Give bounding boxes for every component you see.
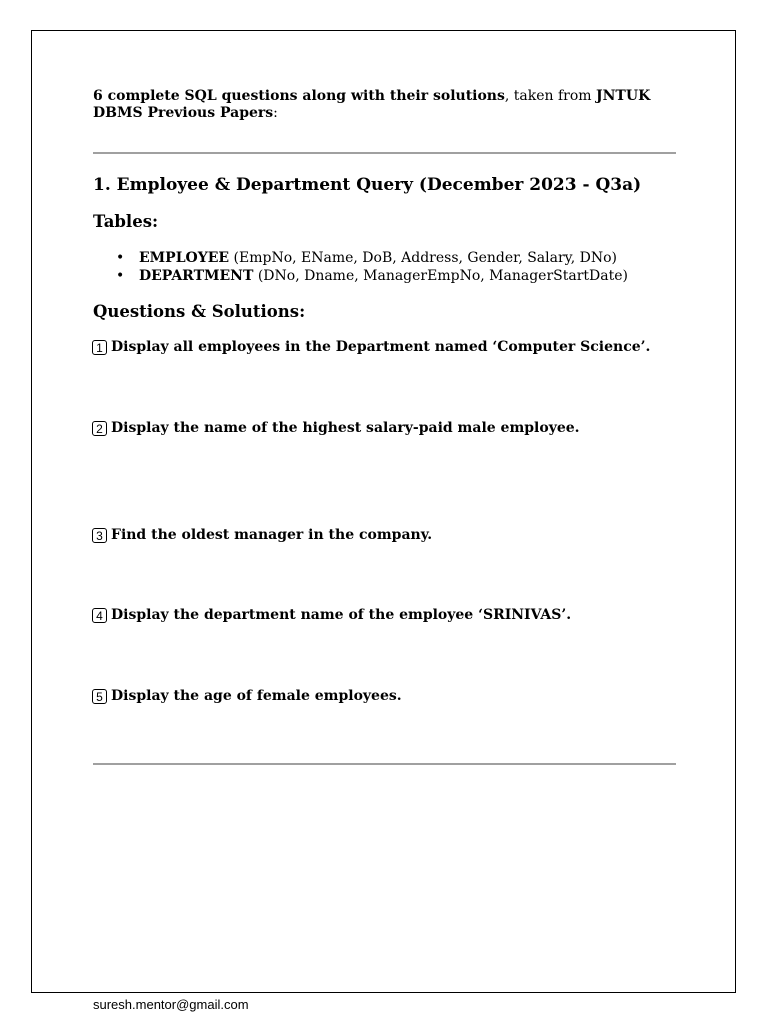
- question-text: Display the department name of the employee ‘SRINIVAS’.: [111, 607, 572, 623]
- intro-text: [93, 88, 683, 122]
- questions-heading: Questions & Solutions:: [93, 302, 306, 321]
- question-number-badge: 3: [92, 528, 107, 543]
- table-columns: (EmpNo, EName, DoB, Address, Gender, Salary, DNo): [229, 250, 617, 266]
- bottom-divider: [93, 763, 676, 765]
- question-number-badge: 1: [92, 340, 107, 355]
- question-1: [92, 339, 650, 355]
- bullet-icon: •: [116, 250, 125, 266]
- intro-block: [93, 88, 683, 122]
- table-name: EMPLOYEE: [139, 250, 230, 266]
- tables-list: [93, 249, 628, 285]
- question-3: [92, 527, 432, 543]
- intro-bold-1: 6 complete SQL questions along with their solutions: [93, 88, 505, 104]
- question-5: [92, 688, 402, 704]
- list-item: [93, 267, 628, 285]
- question-number-badge: 2: [92, 421, 107, 436]
- intro-plain-1: , taken from: [504, 88, 597, 104]
- intro-plain-2: :: [273, 105, 278, 121]
- tables-heading: Tables:: [93, 212, 159, 231]
- question-2: [92, 420, 580, 436]
- list-item: [93, 249, 628, 267]
- table-name: DEPARTMENT: [139, 268, 254, 284]
- question-text: Display all employees in the Department named ‘Computer Science’.: [111, 339, 651, 355]
- question-number-badge: 4: [92, 608, 107, 623]
- top-divider: [93, 152, 676, 154]
- question-text: Display the age of female employees.: [111, 688, 402, 704]
- question-text: Find the oldest manager in the company.: [111, 527, 433, 543]
- question-4: [92, 607, 571, 623]
- table-columns: (DNo, Dname, ManagerEmpNo, ManagerStartDate): [253, 268, 628, 284]
- bullet-icon: •: [116, 268, 125, 284]
- footer-email: suresh.mentor@gmail.com: [93, 997, 249, 1012]
- intro-bold-2: JNTUK DBMS Previous Papers: [93, 88, 651, 121]
- question-text: Display the name of the highest salary-paid male employee.: [111, 420, 580, 436]
- section-title: 1. Employee & Department Query (December 2023 - Q3a): [93, 175, 642, 195]
- question-number-badge: 5: [92, 689, 107, 704]
